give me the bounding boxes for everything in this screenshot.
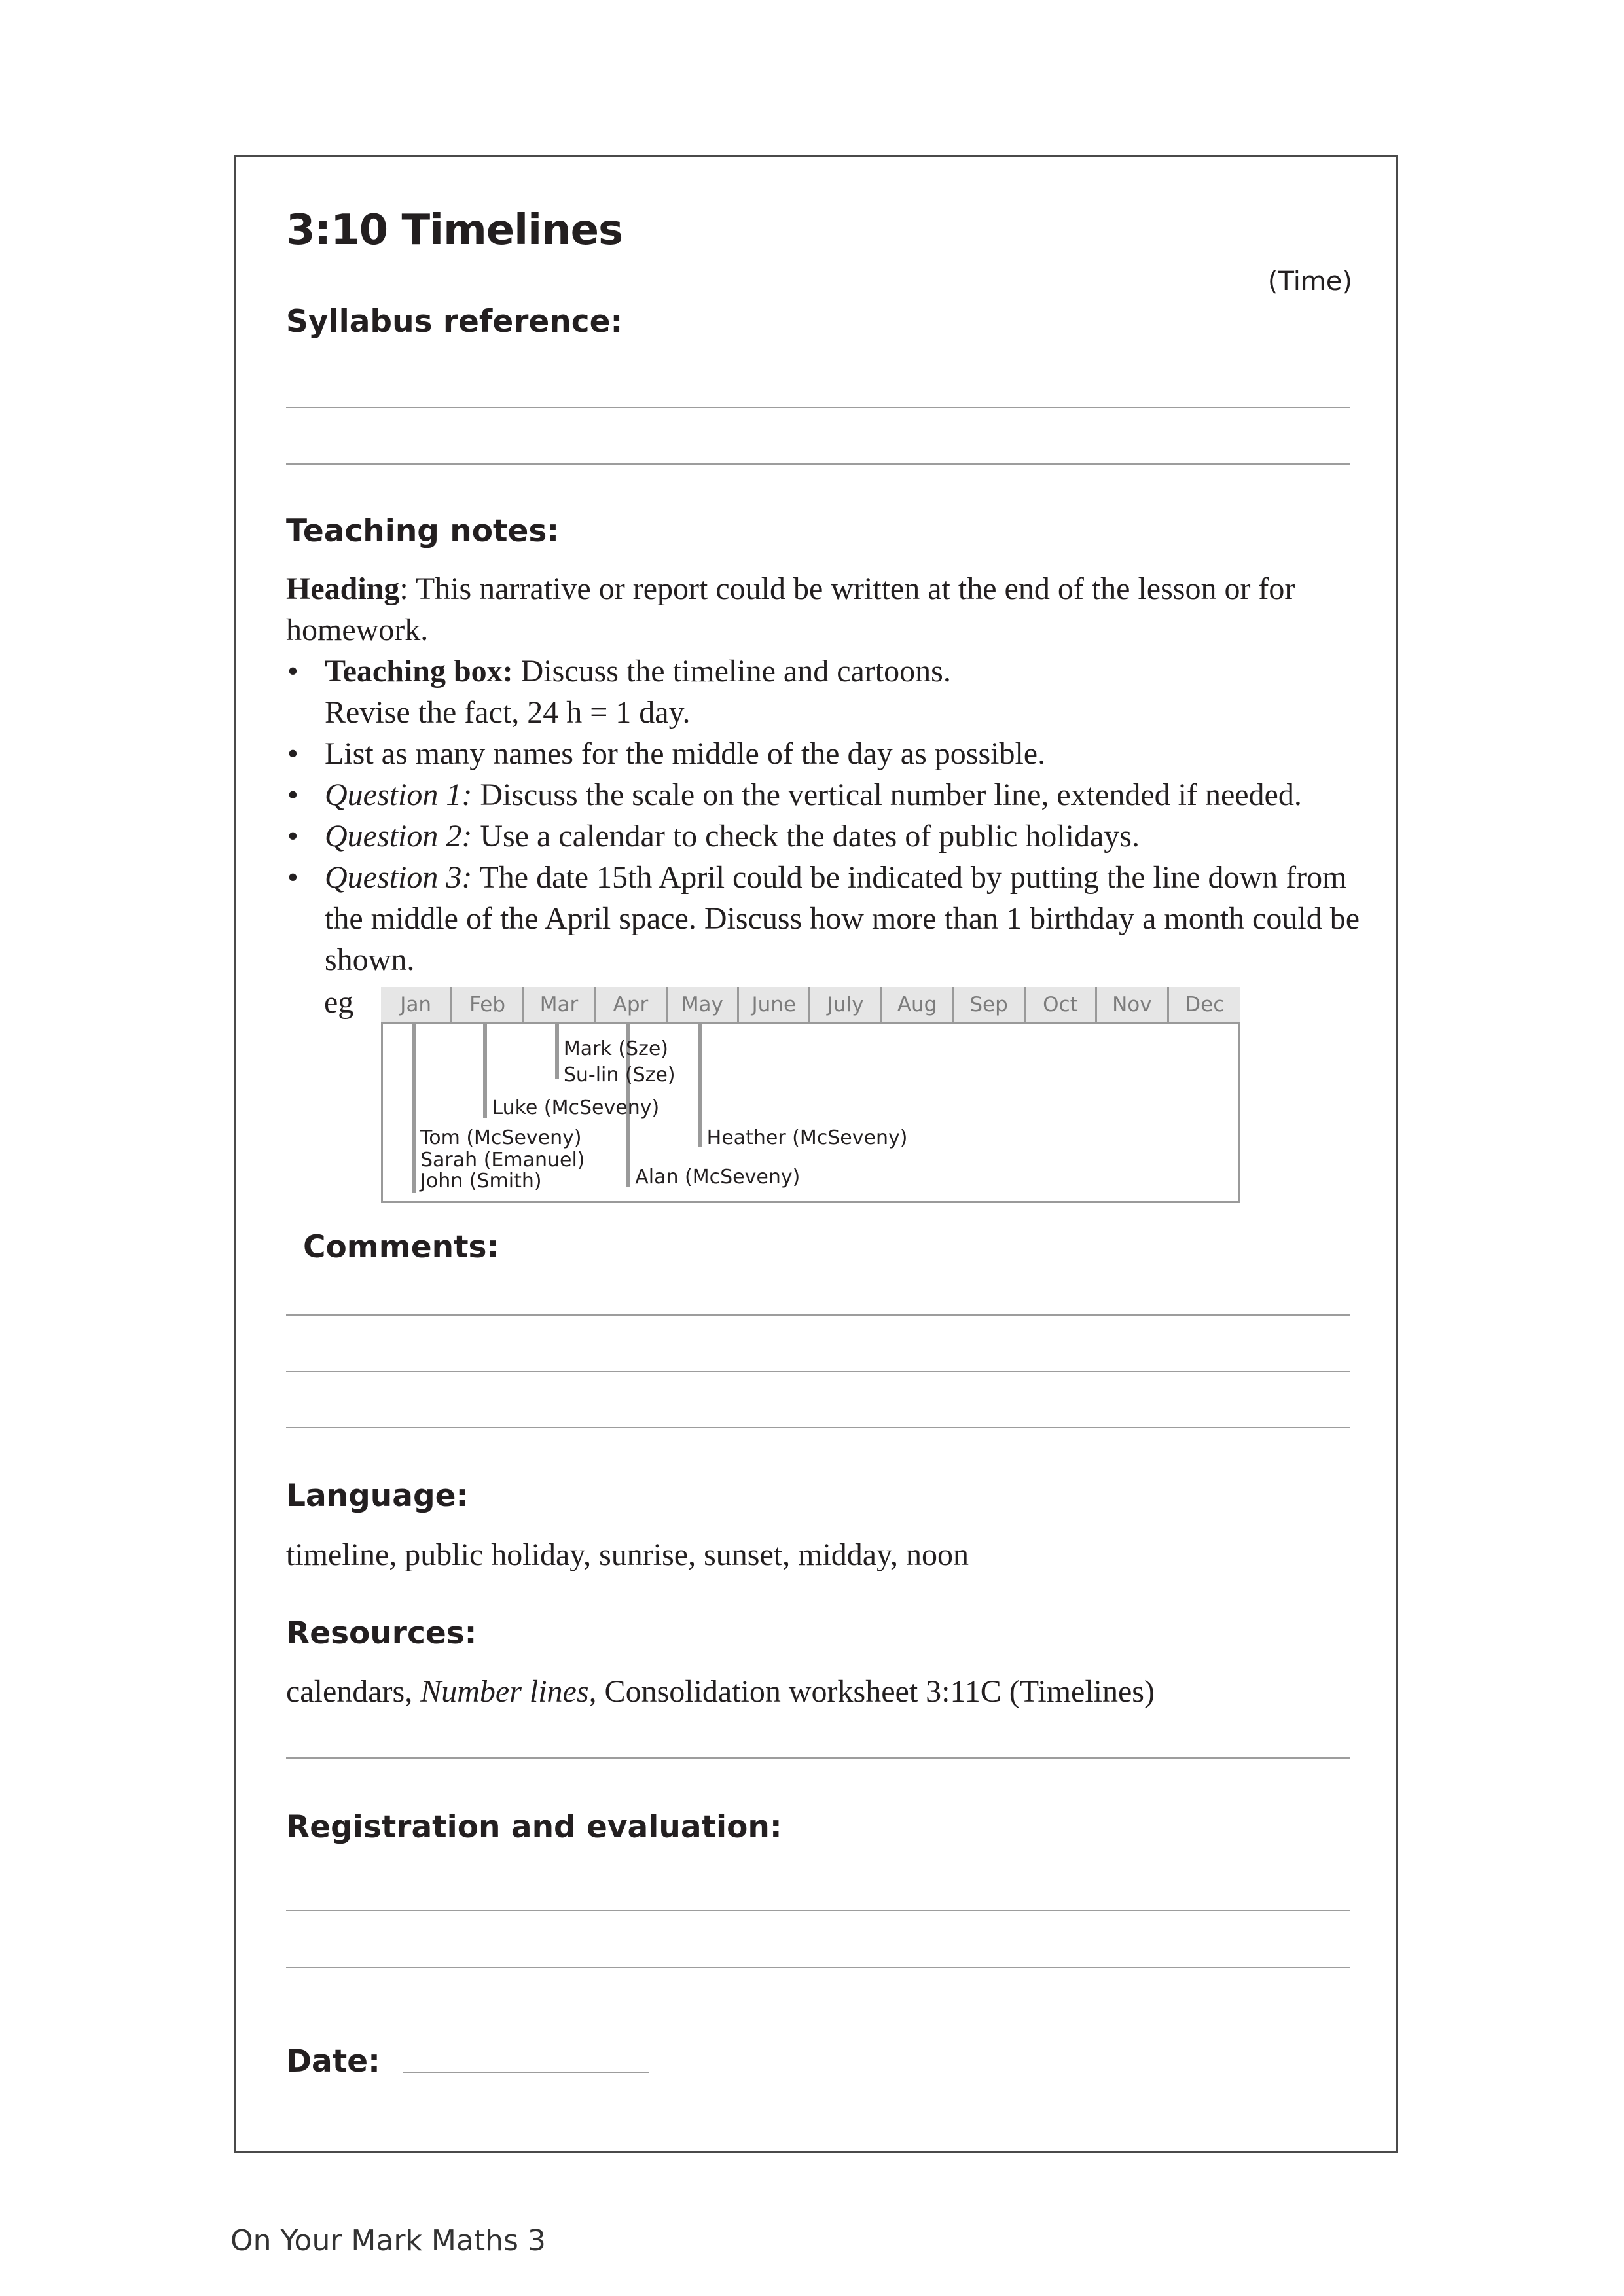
month-label: May bbox=[668, 987, 739, 1024]
example-timeline bbox=[381, 987, 1240, 1203]
syllabus-line-1 bbox=[286, 407, 1350, 408]
timeline-entry: Heather (McSeveny) bbox=[706, 1126, 908, 1149]
month-label: Nov bbox=[1097, 987, 1168, 1024]
timeline-entry: Tom (McSeveny) bbox=[420, 1126, 582, 1149]
timeline-marker-may bbox=[698, 1024, 702, 1147]
month-label: Apr bbox=[596, 987, 667, 1024]
month-label: Mar bbox=[524, 987, 596, 1024]
resources-text bbox=[286, 1671, 1360, 1712]
bullet-label: Teaching box: bbox=[325, 654, 513, 689]
comments-line-1 bbox=[286, 1314, 1350, 1316]
month-label: Oct bbox=[1026, 987, 1097, 1024]
heading-note bbox=[286, 568, 1360, 651]
registration-line-1 bbox=[286, 1910, 1350, 1911]
syllabus-heading: Syllabus reference: bbox=[286, 304, 623, 340]
timeline-marker-jan bbox=[412, 1024, 416, 1193]
teaching-notes-heading: Teaching notes: bbox=[286, 513, 560, 549]
timeline-marker-mar bbox=[555, 1024, 559, 1079]
unit-tag: (Time) bbox=[1267, 266, 1352, 296]
registration-heading: Registration and evaluation: bbox=[286, 1809, 782, 1845]
heading-note-text: : This narrative or report could be written at the end of the lesson or for homework. bbox=[286, 571, 1295, 647]
heading-note-label: Heading bbox=[286, 571, 400, 606]
month-label: Sep bbox=[954, 987, 1025, 1024]
resources-text-part: Consolidation worksheet 3:11C (Timelines) bbox=[596, 1674, 1155, 1709]
comments-line-3 bbox=[286, 1427, 1350, 1428]
list-item bbox=[286, 651, 1360, 733]
list-item bbox=[286, 774, 1360, 816]
language-heading: Language: bbox=[286, 1478, 469, 1514]
footer-text: On Your Mark Maths 3 bbox=[230, 2224, 546, 2257]
timeline-marker-feb bbox=[483, 1024, 487, 1118]
timeline-entry: Mark (Sze) bbox=[563, 1037, 668, 1060]
registration-line-2 bbox=[286, 1967, 1350, 1968]
teaching-notes-list bbox=[286, 651, 1360, 980]
page-title: 3:10 Timelines bbox=[286, 206, 623, 255]
comments-line-2 bbox=[286, 1371, 1350, 1372]
timeline-entry: Su-lin (Sze) bbox=[563, 1064, 676, 1086]
month-label: Jan bbox=[381, 987, 452, 1024]
timeline-entry: Luke (McSeveny) bbox=[492, 1096, 660, 1119]
timeline-entry: Sarah (Emanuel) bbox=[420, 1149, 585, 1172]
timeline-entry: Alan (McSeveny) bbox=[635, 1166, 801, 1189]
month-label: Aug bbox=[882, 987, 954, 1024]
eg-label: eg bbox=[324, 985, 354, 1020]
month-label: July bbox=[811, 987, 882, 1024]
bullet-text: List as many names for the middle of the day as possible. bbox=[325, 736, 1046, 771]
bullet-text: The date 15th April could be indicated by putting the line down from the middle of the April space. Discuss how more than 1 birthday a month could be shown. bbox=[325, 860, 1360, 977]
date-input-line[interactable] bbox=[403, 2072, 649, 2073]
syllabus-line-2 bbox=[286, 463, 1350, 465]
timeline-entry: John (Smith) bbox=[420, 1170, 542, 1193]
resources-line bbox=[286, 1757, 1350, 1759]
resources-text-part: Number lines, bbox=[420, 1674, 597, 1709]
comments-heading: Comments: bbox=[303, 1229, 499, 1265]
list-item bbox=[286, 857, 1360, 980]
date-label: Date: bbox=[286, 2043, 380, 2079]
bullet-label: Question 2: bbox=[325, 819, 473, 853]
resources-text-part: calendars, bbox=[286, 1674, 421, 1709]
list-item bbox=[286, 816, 1360, 857]
month-label: Dec bbox=[1185, 993, 1225, 1016]
bullet-text: Discuss the timeline and cartoons. bbox=[513, 654, 951, 689]
month-label: June bbox=[739, 987, 810, 1024]
language-text: timeline, public holiday, sunrise, sunset, midday, noon bbox=[286, 1537, 969, 1572]
bullet-label: Question 1: bbox=[325, 778, 473, 812]
month-label: Feb bbox=[452, 987, 524, 1024]
bullet-label: Question 3: bbox=[325, 860, 473, 895]
list-item bbox=[286, 733, 1360, 774]
bullet-text: Revise the fact, 24 h = 1 day. bbox=[325, 695, 691, 730]
bullet-text: Discuss the scale on the vertical number line, extended if needed. bbox=[472, 778, 1302, 812]
timeline-month-header bbox=[381, 987, 1240, 1024]
resources-heading: Resources: bbox=[286, 1615, 477, 1651]
teaching-notes-body bbox=[286, 568, 1360, 980]
bullet-text: Use a calendar to check the dates of public holidays. bbox=[472, 819, 1140, 853]
